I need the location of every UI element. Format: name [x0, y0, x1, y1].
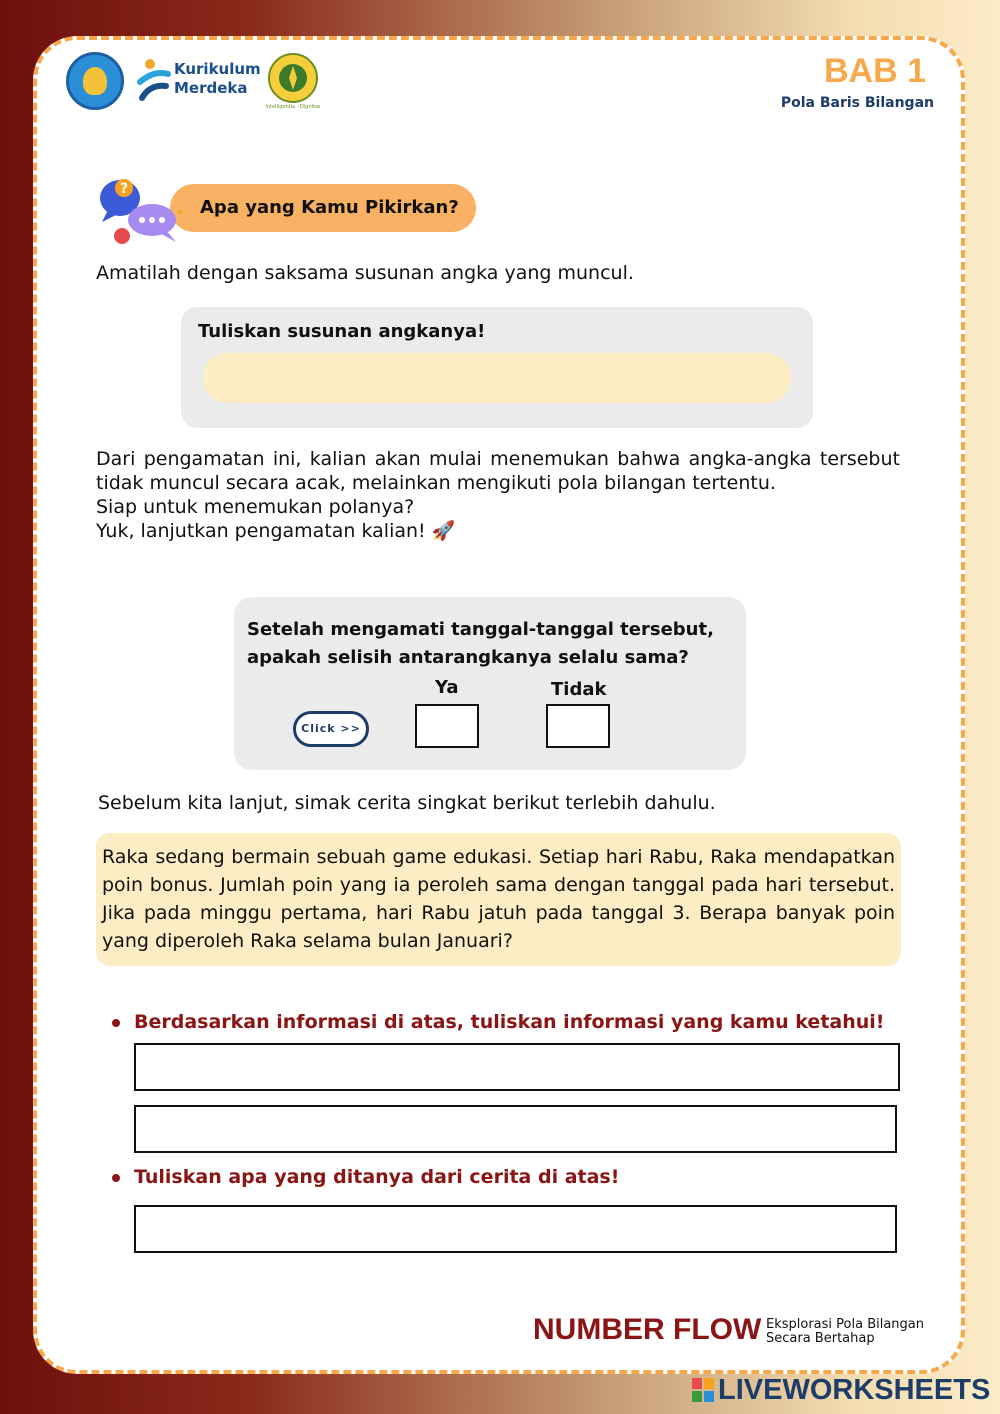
paragraph-line-3: Yuk, lanjutkan pengamatan kalian! 🚀	[96, 520, 456, 542]
story-text: Raka sedang bermain sebuah game edukasi. Setiap hari Rabu, Raka mendapatkan poin bonus. Jumlah poin yang ia peroleh sama dengan tanggal pada hari tersebut. Jika pada minggu pertama, hari Rabu jatuh pada tanggal 3. Berapa banyak poin yang diperoleh Raka selama bulan Januari?	[102, 846, 895, 952]
difference-question-box	[234, 597, 746, 770]
difference-question: Setelah mengamati tanggal-tanggal tersebut, apakah selisih antarangkanya selalu sama?	[247, 619, 714, 668]
known-info-prompt: Berdasarkan informasi di atas, tuliskan informasi yang kamu ketahui!	[112, 1011, 884, 1033]
chapter-title: BAB 1	[823, 52, 926, 90]
section-title-pill	[170, 184, 476, 232]
brand-subtitle: Eksplorasi Pola Bilangan Secara Bertahap	[766, 1317, 925, 1346]
kurikulum-merdeka-logo	[136, 58, 260, 104]
asked-info-input[interactable]	[134, 1205, 897, 1253]
section-title: Apa yang Kamu Pikirkan?	[200, 197, 459, 218]
paragraph-line-1: Dari pengamatan ini, kalian akan mulai menemukan bahwa angka-angka tersebut tidak muncul secara acak, melainkan mengikuti pola bilangan tertentu.	[96, 448, 900, 494]
paragraph-line-2: Siap untuk menemukan polanya?	[96, 496, 415, 518]
brand-title: NUMBER FLOW	[533, 1313, 762, 1346]
write-sequence-box	[181, 307, 813, 428]
known-info-input-1[interactable]	[134, 1043, 900, 1091]
kurikulum-merdeka-icon	[136, 58, 172, 104]
bullet-icon	[112, 1174, 120, 1182]
asked-info-prompt: Tuliskan apa yang ditanya dari cerita di atas!	[112, 1166, 619, 1188]
story-box	[96, 833, 901, 966]
svg-text:Intelligentia - Dignitas: Intelligentia - Dignitas	[266, 104, 320, 110]
option-no-label: Tidak	[551, 679, 607, 700]
svg-text:?: ?	[119, 181, 129, 197]
chapter-subtitle: Pola Baris Bilangan	[780, 95, 934, 111]
thinking-bubble-icon	[96, 170, 182, 250]
sequence-input[interactable]	[203, 353, 791, 403]
university-seal-logo	[266, 52, 320, 110]
story-intro: Sebelum kita lanjut, simak cerita singkat berikut terlebih dahulu.	[98, 792, 716, 814]
option-yes-label: Ya	[435, 677, 459, 698]
observation-paragraph	[96, 447, 900, 543]
known-info-input-2[interactable]	[134, 1105, 897, 1153]
liveworksheets-watermark: LIVEWORKSHEETS	[718, 1374, 991, 1406]
bullet-icon	[112, 1019, 120, 1027]
kurikulum-merdeka-text: Kurikulum Merdeka	[174, 60, 261, 97]
kemdikbud-logo	[66, 52, 124, 110]
click-button[interactable]: Click >>	[293, 711, 369, 747]
intro-text: Amatilah dengan saksama susunan angka yang muncul.	[96, 262, 634, 284]
write-sequence-label: Tuliskan susunan angkanya!	[198, 321, 486, 342]
option-yes-checkbox[interactable]	[415, 704, 479, 748]
option-no-checkbox[interactable]	[546, 704, 610, 748]
